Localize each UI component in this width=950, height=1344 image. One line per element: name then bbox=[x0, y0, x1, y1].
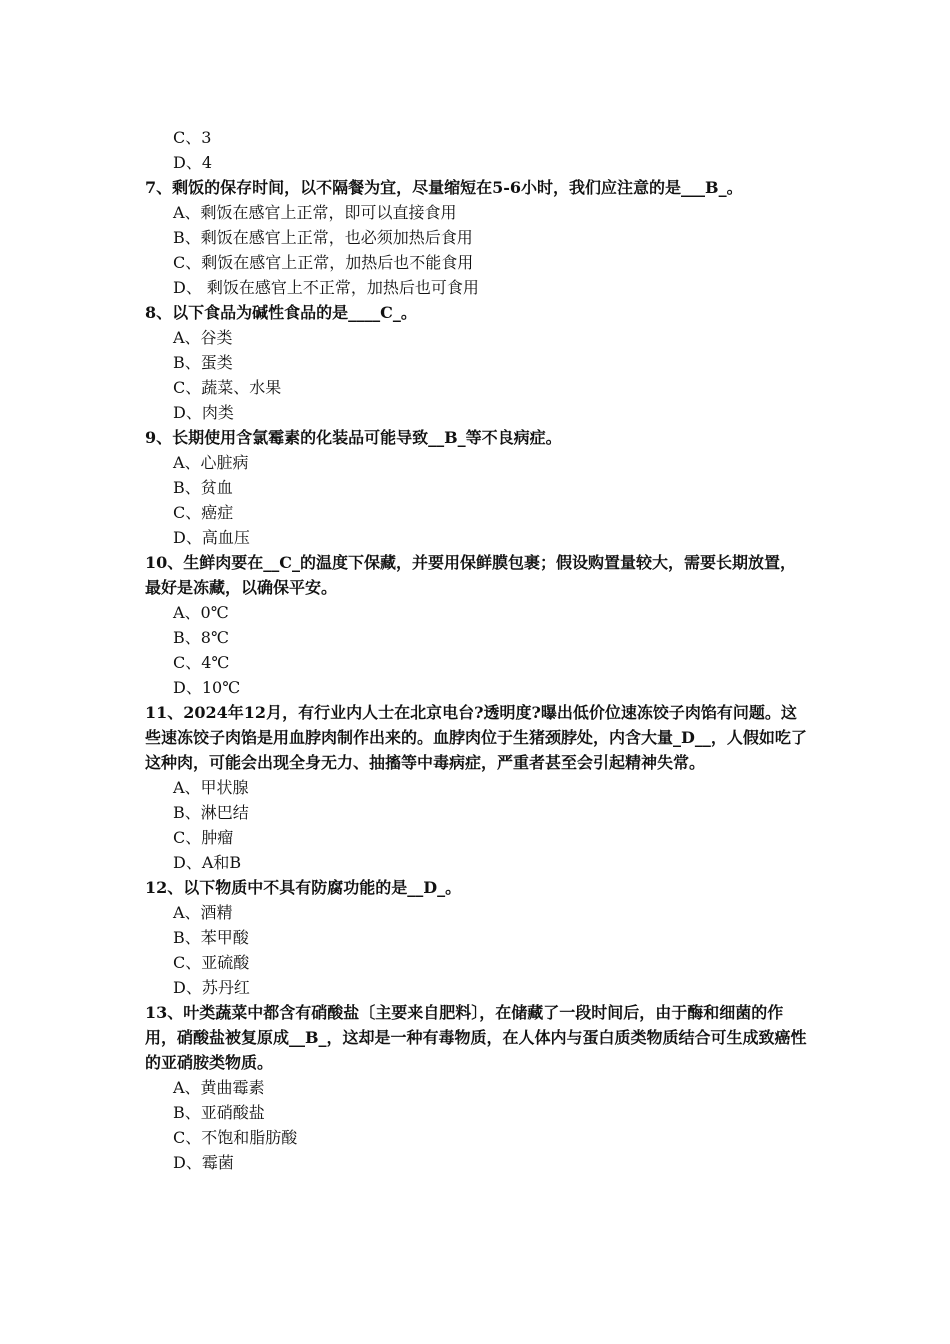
question-text: 12、以下物质中不具有防腐功能的是__D_。 bbox=[145, 878, 462, 897]
question-7 bbox=[145, 175, 810, 300]
option: C、蔬菜、水果 bbox=[173, 378, 282, 397]
option: A、剩饭在感官上正常，即可以直接食用 bbox=[173, 203, 457, 222]
question-text: 8、以下食品为碱性食品的是____C_。 bbox=[145, 303, 417, 322]
question-text: 10、生鲜肉要在__C_的温度下保藏，并要用保鲜膜包裹；假设购置量较大，需要长期放置，最好是冻藏，以确保平安。 bbox=[145, 553, 797, 597]
option: D、 剩饭在感官上不正常，加热后也可食用 bbox=[173, 278, 479, 297]
option: D、高血压 bbox=[173, 528, 250, 547]
document-page bbox=[145, 125, 810, 1175]
option: C、癌症 bbox=[173, 503, 234, 522]
option: B、贫血 bbox=[173, 478, 233, 497]
option: A、0℃ bbox=[173, 603, 229, 622]
option: D、10℃ bbox=[173, 678, 241, 697]
question-9 bbox=[145, 425, 810, 550]
option: A、酒精 bbox=[173, 903, 233, 922]
question-8 bbox=[145, 300, 810, 425]
option: C、4℃ bbox=[173, 653, 230, 672]
option: A、谷类 bbox=[173, 328, 233, 347]
option: B、8℃ bbox=[173, 628, 229, 647]
option: C、3 bbox=[173, 128, 212, 147]
option: C、亚硫酸 bbox=[173, 953, 250, 972]
option: B、苯甲酸 bbox=[173, 928, 249, 947]
option: D、肉类 bbox=[173, 403, 234, 422]
option: D、4 bbox=[173, 153, 213, 172]
option: D、苏丹红 bbox=[173, 978, 250, 997]
question-text: 13、叶类蔬菜中都含有硝酸盐〔主要来自肥料〕，在储藏了一段时间后，由于酶和细菌的作用，硝酸盐被复原成__B_，这却是一种有毒物质，在人体内与蛋白质类物质结合可生成致癌性的亚硝胺类物质。 bbox=[145, 1003, 807, 1072]
option: B、蛋类 bbox=[173, 353, 233, 372]
question-text: 11、2024年12月，有行业内人士在北京电台?透明度?曝出低价位速冻饺子肉馅有问题。这些速冻饺子肉馅是用血脖肉制作出来的。血脖肉位于生猪颈脖处，内含大量_D__，人假如吃了这种肉，可能会出现全身无力、抽搐等中毒病症，严重者甚至会引起精神失常。 bbox=[145, 703, 807, 772]
option: C、肿瘤 bbox=[173, 828, 234, 847]
option: B、剩饭在感官上正常，也必须加热后食用 bbox=[173, 228, 473, 247]
question-10 bbox=[145, 550, 810, 700]
option: B、亚硝酸盐 bbox=[173, 1103, 265, 1122]
option: C、剩饭在感官上正常，加热后也不能食用 bbox=[173, 253, 474, 272]
question-text: 7、剩饭的保存时间，以不隔餐为宜，尽量缩短在5-6小时，我们应注意的是___B_。 bbox=[145, 178, 743, 197]
option: D、A和B bbox=[173, 853, 242, 872]
question-text: 9、长期使用含氯霉素的化装品可能导致__B_等不良病症。 bbox=[145, 428, 562, 447]
option: D、霉菌 bbox=[173, 1153, 234, 1172]
option: A、甲状腺 bbox=[173, 778, 249, 797]
option: A、黄曲霉素 bbox=[173, 1078, 265, 1097]
question-12 bbox=[145, 875, 810, 1000]
option: C、不饱和脂肪酸 bbox=[173, 1128, 298, 1147]
option: A、心脏病 bbox=[173, 453, 249, 472]
question-11 bbox=[145, 700, 810, 875]
question-13 bbox=[145, 1000, 810, 1175]
option: B、淋巴结 bbox=[173, 803, 249, 822]
